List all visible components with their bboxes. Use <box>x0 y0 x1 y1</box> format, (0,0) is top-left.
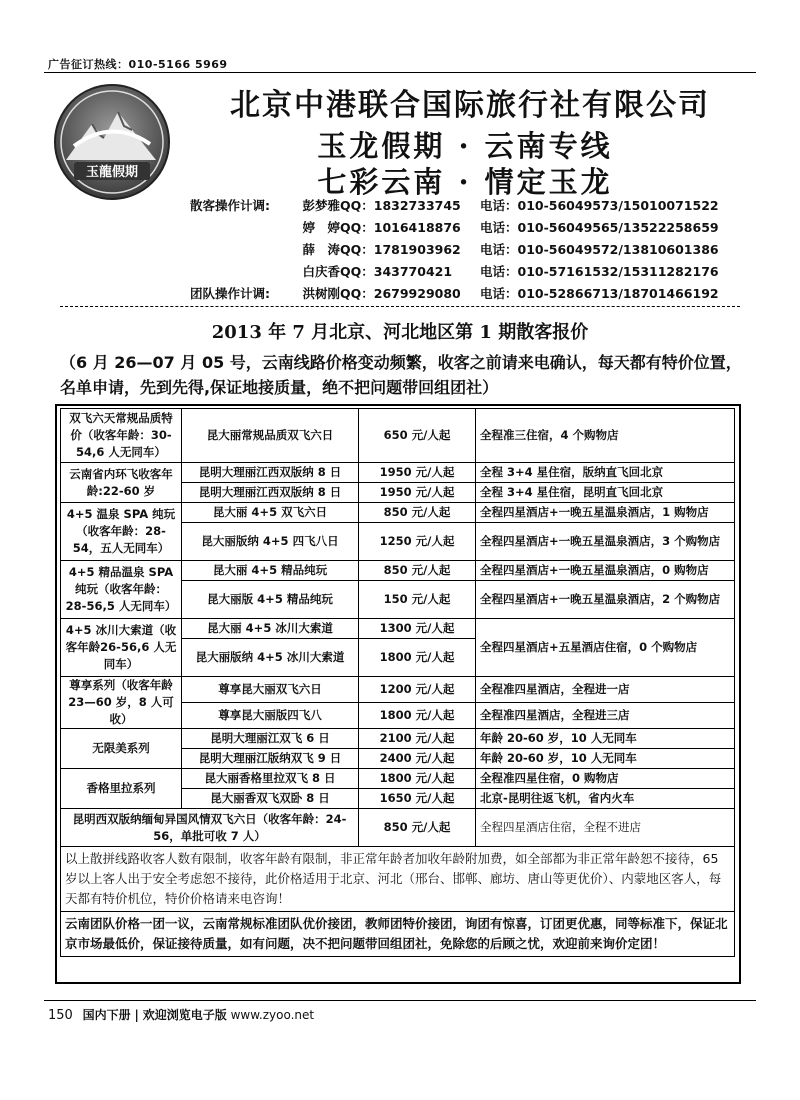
category-cell: 香格里拉系列 <box>61 769 182 809</box>
note-cell: 全程四星酒店住宿，全程不进店 <box>476 809 735 847</box>
table-row <box>61 619 735 639</box>
route-cell: 昆大丽 4+5 双飞六日 <box>182 503 359 523</box>
note-cell: 年龄 20-60 岁，10 人无同车 <box>476 749 735 769</box>
bottom-rule <box>44 1000 756 1001</box>
yulong-logo <box>52 82 172 202</box>
contact-tel: 电话：010-52866713/18701466192 <box>480 286 719 301</box>
contact-role: 散客操作计调: <box>190 198 270 213</box>
price-cell: 1650 元/人起 <box>359 789 476 809</box>
company-name: 北京中港联合国际旅行社有限公司 <box>230 88 710 123</box>
price-cell: 1800 元/人起 <box>359 639 476 677</box>
category-cell: 无限美系列 <box>61 729 182 769</box>
price-cell: 850 元/人起 <box>359 809 476 847</box>
table-row <box>61 561 735 581</box>
footer-welcome: 欢迎浏览电子版 <box>142 1008 227 1022</box>
note-cell: 全程四星酒店+一晚五星温泉酒店，3 个购物店 <box>476 523 735 561</box>
table-row <box>61 729 735 749</box>
category-cell: 昆明西双版纳缅甸异国风情双飞六日（收客年龄：24-56，单批可收 7 人） <box>61 809 359 847</box>
table-row <box>61 463 735 483</box>
price-cell: 650 元/人起 <box>359 409 476 463</box>
price-cell: 150 元/人起 <box>359 581 476 619</box>
table-row <box>61 409 735 463</box>
contact-row <box>190 262 760 282</box>
contact-row <box>190 240 760 260</box>
price-cell: 850 元/人起 <box>359 561 476 581</box>
category-cell: 4+5 温泉 SPA 纯玩（收客年龄：28-54，五人无同车） <box>61 503 182 561</box>
category-cell: 4+5 精品温泉 SPA 纯玩（收客年龄：28-56,5 人无同车） <box>61 561 182 619</box>
page-title: 2013 年 7 月北京、河北地区第 1 期散客报价 <box>211 322 589 343</box>
note-cell: 全程四星酒店+一晚五星温泉酒店，2 个购物店 <box>476 581 735 619</box>
table-row <box>61 809 735 847</box>
contact-tel: 电话：010-56049572/13810601386 <box>480 242 719 257</box>
contact-row <box>190 218 760 238</box>
note-cell: 全程四星酒店+一晚五星温泉酒店，0 购物店 <box>476 561 735 581</box>
contact-name: 彭梦雅 <box>302 198 340 213</box>
group-tour-note: 云南团队价格一团一议，云南常规标准团队优价接团，教师团特价接团，询团有惊喜，订团更优惠，同等标准下，保证北京市场最低价，保证接待质量，如有问题，决不把问题带回组团社，免除您的后顾之忧，欢迎前来询价定团！ <box>61 912 735 957</box>
table-row <box>61 503 735 523</box>
intro-text: （6 月 26—07 月 05 号，云南线路价格变动频繁，收客之前请来电确认，每天都有特价位置，名单申请，先到先得,保证地接质量，绝不把问题带回组团社） <box>60 353 742 397</box>
route-cell: 昆明大理丽江版纳双飞 9 日 <box>182 749 359 769</box>
contact-qq: QQ：1781903962 <box>340 242 461 257</box>
note-cell: 年龄 20-60 岁，10 人无同车 <box>476 729 735 749</box>
note-cell: 全程准四星酒店，全程进三店 <box>476 703 735 729</box>
note-cell: 全程准三住宿，4 个购物店 <box>476 409 735 463</box>
price-cell: 1950 元/人起 <box>359 463 476 483</box>
contact-qq: QQ：2679929080 <box>340 286 461 301</box>
contact-name: 婷 婷 <box>302 220 340 235</box>
contact-name: 白庆香 <box>302 264 340 279</box>
contact-qq: QQ：1832733745 <box>340 198 461 213</box>
note-cell: 全程四星酒店+一晚五星温泉酒店，1 购物店 <box>476 503 735 523</box>
contact-row <box>190 196 760 216</box>
note-cell: 全程 3+4 星住宿，昆明直飞回北京 <box>476 483 735 503</box>
route-cell: 尊享昆大丽版四飞八 <box>182 703 359 729</box>
contact-tel: 电话：010-56049565/13522258659 <box>480 220 719 235</box>
category-cell: 4+5 冰川大索道（收客年龄26-56,6 人无同车） <box>61 619 182 677</box>
note-cell: 全程准四星住宿，0 购物店 <box>476 769 735 789</box>
table-row <box>61 677 735 703</box>
website-link[interactable]: www.zyoo.net <box>230 1008 315 1022</box>
route-cell: 昆大丽香双飞双卧 8 日 <box>182 789 359 809</box>
route-cell: 昆明大理丽江西双版纳 8 日 <box>182 463 359 483</box>
route-cell: 昆大丽常规品质双飞六日 <box>182 409 359 463</box>
top-rule <box>44 72 756 73</box>
note-cell: 全程四星酒店+五星酒店住宿，0 个购物店 <box>476 619 735 677</box>
price-cell: 1250 元/人起 <box>359 523 476 561</box>
contact-name: 薛 涛 <box>302 242 340 257</box>
price-cell: 1950 元/人起 <box>359 483 476 503</box>
route-cell: 昆大丽 4+5 精品纯玩 <box>182 561 359 581</box>
price-cell: 1200 元/人起 <box>359 677 476 703</box>
price-cell: 1300 元/人起 <box>359 619 476 639</box>
route-cell: 昆大丽香格里拉双飞 8 日 <box>182 769 359 789</box>
note-cell: 全程准四星酒店，全程进一店 <box>476 677 735 703</box>
dashed-divider <box>60 306 740 307</box>
logo-text: 玉龍假期 <box>85 165 139 180</box>
ad-hotline: 广告征订热线：010-5166 5969 <box>48 58 228 71</box>
category-cell: 双飞六天常规品质特价（收客年龄：30-54,6 人无同车） <box>61 409 182 463</box>
page-footer <box>48 1006 314 1023</box>
slogan-line-1: 玉龙假期 · 云南专线 <box>317 129 613 163</box>
route-cell: 昆明大理丽江西双版纳 8 日 <box>182 483 359 503</box>
contact-name: 洪树刚 <box>302 286 340 301</box>
table-row <box>61 912 735 957</box>
route-cell: 昆明大理丽江双飞 6 日 <box>182 729 359 749</box>
route-cell: 昆大丽版纳 4+5 冰川大索道 <box>182 639 359 677</box>
contact-row <box>190 284 760 304</box>
route-cell: 昆大丽版纳 4+5 四飞八日 <box>182 523 359 561</box>
table-row <box>61 769 735 789</box>
contact-tel: 电话：010-56049573/15010071522 <box>480 198 719 213</box>
price-cell: 2400 元/人起 <box>359 749 476 769</box>
page-number: 150 <box>48 1008 73 1023</box>
route-cell: 尊享昆大丽双飞六日 <box>182 677 359 703</box>
terms-note: 以上散拼线路收客人数有限制，收客年龄有限制，非正常年龄者加收年龄附加费，如全部都为非正常年龄恕不接待，65 岁以上客人出于安全考虑恕不接待，此价格适用于北京、河北（邢台、邯郸、廊坊、唐山等更优价）、内蒙地区客人，每天都有特价机位，特价价格请来电咨询！ <box>61 847 735 912</box>
contact-tel: 电话：010-57161532/15311282176 <box>480 264 719 279</box>
footer-separator: | <box>134 1008 139 1022</box>
slogan-line-2: 七彩云南 · 情定玉龙 <box>317 165 613 199</box>
price-cell: 1800 元/人起 <box>359 703 476 729</box>
contact-qq: QQ：1016418876 <box>340 220 461 235</box>
contact-qq: QQ：343770421 <box>340 264 453 279</box>
category-cell: 尊享系列（收客年龄23—60 岁，8 人可收） <box>61 677 182 729</box>
price-cell: 2100 元/人起 <box>359 729 476 749</box>
price-cell: 1800 元/人起 <box>359 769 476 789</box>
price-table <box>60 408 735 957</box>
category-cell: 云南省内环飞收客年龄:22-60 岁 <box>61 463 182 503</box>
route-cell: 昆大丽版 4+5 精品纯玩 <box>182 581 359 619</box>
table-row <box>61 847 735 912</box>
price-cell: 850 元/人起 <box>359 503 476 523</box>
note-cell: 全程 3+4 星住宿，版纳直飞回北京 <box>476 463 735 483</box>
section-name: 国内下册 <box>82 1008 131 1022</box>
route-cell: 昆大丽 4+5 冰川大索道 <box>182 619 359 639</box>
note-cell: 北京-昆明往返飞机，省内火车 <box>476 789 735 809</box>
contact-role: 团队操作计调: <box>190 286 270 301</box>
